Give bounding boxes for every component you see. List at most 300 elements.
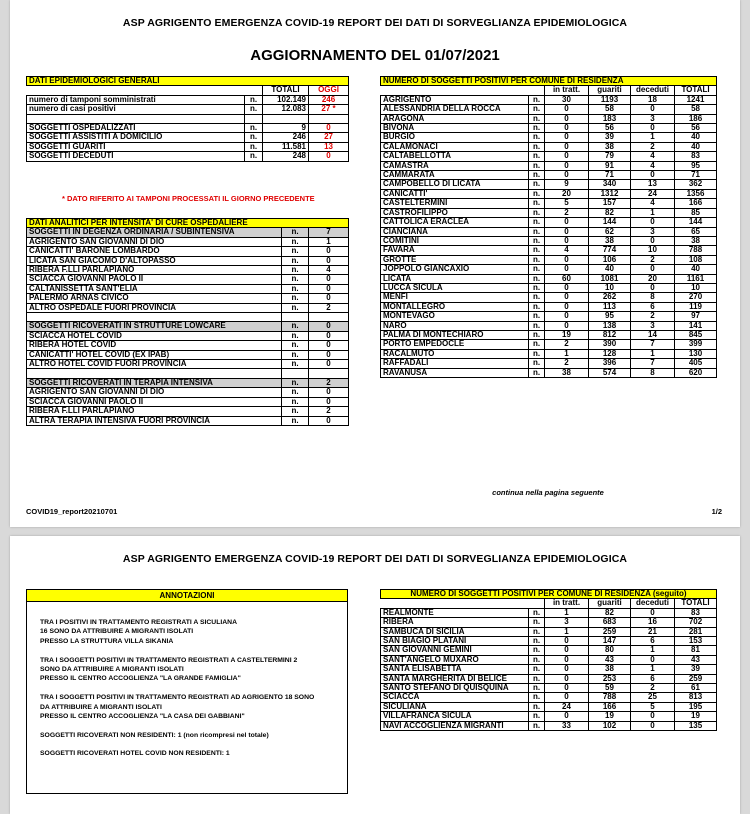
in-trattamento: 24 xyxy=(545,702,589,711)
hospital-n: n. xyxy=(282,237,309,246)
update-title: AGGIORNAMENTO DEL 01/07/2021 xyxy=(250,47,500,64)
hospital-row xyxy=(27,350,349,359)
comune-n: n. xyxy=(529,655,545,664)
comune-n: n. xyxy=(529,646,545,655)
comune-row xyxy=(381,218,717,227)
totali: 270 xyxy=(675,293,717,302)
report-header-2: ASP AGRIGENTO EMERGENZA COVID-19 REPORT DEI DATI DI SORVEGLIANZA EPIDEMIOLOGICA xyxy=(122,553,628,565)
hospital-label: RIBERA F.LLI PARLAPIANO xyxy=(27,407,282,416)
guariti: 683 xyxy=(589,618,631,627)
comune-row xyxy=(381,359,717,368)
comune-row xyxy=(381,721,717,730)
guariti: 253 xyxy=(589,674,631,683)
in-trattamento: 2 xyxy=(545,359,589,368)
hospital-row xyxy=(27,378,349,387)
totali: 813 xyxy=(675,693,717,702)
hospital-value: 2 xyxy=(309,378,349,387)
comune-row xyxy=(381,161,717,170)
general-total: 102.149 xyxy=(263,95,309,104)
deceduti: 0 xyxy=(631,283,675,292)
deceduti: 6 xyxy=(631,302,675,311)
general-n: n. xyxy=(245,95,263,104)
totali: 61 xyxy=(675,684,717,693)
annotation-line xyxy=(40,721,314,730)
in-trattamento: 0 xyxy=(545,218,589,227)
comune-row xyxy=(381,274,717,283)
guariti: 38 xyxy=(589,142,631,151)
hospital-n: n. xyxy=(282,322,309,331)
comune-row xyxy=(381,302,717,311)
hospital-row xyxy=(27,284,349,293)
general-total xyxy=(263,114,309,123)
general-data-table xyxy=(26,76,349,162)
guariti: 390 xyxy=(589,340,631,349)
comune-name: SANT'ANGELO MUXARO xyxy=(381,655,529,664)
hospital-n: n. xyxy=(282,388,309,397)
comune-name: CASTELTERMINI xyxy=(381,199,529,208)
hospital-n xyxy=(282,313,309,322)
hospital-n: n. xyxy=(282,416,309,425)
comune-row xyxy=(381,283,717,292)
in-trattamento: 0 xyxy=(545,236,589,245)
comune-n: n. xyxy=(529,124,545,133)
deceduti: 20 xyxy=(631,274,675,283)
totali: 83 xyxy=(675,608,717,617)
hospital-label: SOGGETTI RICOVERATI IN TERAPIA INTENSIVA xyxy=(27,378,282,387)
general-note: * DATO RIFERITO AI TAMPONI PROCESSATI IL GIORNO PRECEDENTE xyxy=(62,194,315,203)
totali: 144 xyxy=(675,218,717,227)
comune-n: n. xyxy=(529,665,545,674)
guariti: 19 xyxy=(589,712,631,721)
comune-name: NARO xyxy=(381,321,529,330)
deceduti: 3 xyxy=(631,114,675,123)
column-header: guariti xyxy=(589,86,631,95)
general-today: 0 xyxy=(309,152,349,161)
deceduti: 2 xyxy=(631,312,675,321)
comune-n: n. xyxy=(529,321,545,330)
comune-row xyxy=(381,189,717,198)
hospital-n: n. xyxy=(282,256,309,265)
in-trattamento: 0 xyxy=(545,655,589,664)
deceduti: 0 xyxy=(631,655,675,664)
in-trattamento: 0 xyxy=(545,321,589,330)
hospital-label: ALTRA TERAPIA INTENSIVA FUORI PROVINCIA xyxy=(27,416,282,425)
general-n: n. xyxy=(245,152,263,161)
comune-row xyxy=(381,608,717,617)
guariti: 1312 xyxy=(589,189,631,198)
in-trattamento: 9 xyxy=(545,180,589,189)
footer-page-number: 1/2 xyxy=(711,507,722,516)
comune-name: RIBERA xyxy=(381,618,529,627)
comune-n: n. xyxy=(529,340,545,349)
hospital-value: 0 xyxy=(309,397,349,406)
general-row xyxy=(27,114,349,123)
comune-name: NAVI ACCOGLIENZA MIGRANTI xyxy=(381,721,529,730)
general-title: DATI EPIDEMIOLOGICI GENERALI xyxy=(27,77,349,86)
general-n: n. xyxy=(245,124,263,133)
comuni-title: NUMERO DI SOGGETTI POSITIVI PER COMUNE DI RESIDENZA xyxy=(381,77,717,86)
hospital-n: n. xyxy=(282,350,309,359)
comune-n: n. xyxy=(529,265,545,274)
guariti: 82 xyxy=(589,208,631,217)
comune-n: n. xyxy=(529,359,545,368)
comune-name: SAMBUCA DI SICILIA xyxy=(381,627,529,636)
totali: 281 xyxy=(675,627,717,636)
general-today: 13 xyxy=(309,142,349,151)
guariti: 59 xyxy=(589,684,631,693)
totali: 108 xyxy=(675,255,717,264)
comune-row xyxy=(381,674,717,683)
annotation-line xyxy=(40,646,314,655)
deceduti: 0 xyxy=(631,712,675,721)
guariti: 166 xyxy=(589,702,631,711)
deceduti: 0 xyxy=(631,721,675,730)
comune-n: n. xyxy=(529,142,545,151)
comune-row xyxy=(381,180,717,189)
guariti: 138 xyxy=(589,321,631,330)
comune-n: n. xyxy=(529,180,545,189)
comune-name: CALTABELLOTTA xyxy=(381,152,529,161)
annotation-line: TRA I SOGGETTI POSITIVI IN TRATTAMENTO REGISTRATI AD AGRIGENTO 18 SONO xyxy=(40,694,315,702)
deceduti: 8 xyxy=(631,293,675,302)
hospital-n: n. xyxy=(282,407,309,416)
deceduti: 13 xyxy=(631,180,675,189)
guariti: 56 xyxy=(589,124,631,133)
guariti: 102 xyxy=(589,721,631,730)
hospital-label: SCIACCA GIOVANNI PAOLO II xyxy=(27,275,282,284)
guariti: 774 xyxy=(589,246,631,255)
hospital-label: ALTRO HOTEL COVID FUORI PROVINCIA xyxy=(27,360,282,369)
hospital-label xyxy=(27,313,282,322)
guariti: 10 xyxy=(589,283,631,292)
comune-row xyxy=(381,665,717,674)
deceduti: 4 xyxy=(631,161,675,170)
comune-name: CASTROFILIPPO xyxy=(381,208,529,217)
hospital-value: 4 xyxy=(309,266,349,275)
comune-n: n. xyxy=(529,114,545,123)
totali: 119 xyxy=(675,302,717,311)
totali: 95 xyxy=(675,161,717,170)
hospital-n: n. xyxy=(282,284,309,293)
general-total: 248 xyxy=(263,152,309,161)
guariti: 38 xyxy=(589,665,631,674)
in-trattamento: 0 xyxy=(545,646,589,655)
comune-n: n. xyxy=(529,674,545,683)
annotation-line: SOGGETTI RICOVERATI NON RESIDENTI: 1 (non ricompresi nel totale) xyxy=(40,731,269,739)
comune-n: n. xyxy=(529,627,545,636)
comune-name: ALESSANDRIA DELLA ROCCA xyxy=(381,105,529,114)
guariti: 39 xyxy=(589,133,631,142)
comune-row xyxy=(381,646,717,655)
comune-n: n. xyxy=(529,302,545,311)
deceduti: 14 xyxy=(631,330,675,339)
totali: 195 xyxy=(675,702,717,711)
comune-n: n. xyxy=(529,283,545,292)
deceduti: 2 xyxy=(631,142,675,151)
hospital-n: n. xyxy=(282,247,309,256)
hospital-value: 0 xyxy=(309,256,349,265)
guariti: 157 xyxy=(589,199,631,208)
report-page-2 xyxy=(10,536,740,814)
hospital-row xyxy=(27,369,349,378)
comune-name: MONTEVAGO xyxy=(381,312,529,321)
comune-row xyxy=(381,152,717,161)
guariti: 58 xyxy=(589,105,631,114)
totali: 97 xyxy=(675,312,717,321)
deceduti: 8 xyxy=(631,368,675,377)
column-header: deceduti xyxy=(631,86,675,95)
comune-row xyxy=(381,124,717,133)
comune-n: n. xyxy=(529,368,545,377)
hospital-row xyxy=(27,331,349,340)
comune-name: SAN GIOVANNI GEMINI xyxy=(381,646,529,655)
comune-n: n. xyxy=(529,721,545,730)
comune-n: n. xyxy=(529,218,545,227)
deceduti: 6 xyxy=(631,637,675,646)
comune-row xyxy=(381,95,717,104)
in-trattamento: 60 xyxy=(545,274,589,283)
comune-name: COMITINI xyxy=(381,236,529,245)
guariti: 62 xyxy=(589,227,631,236)
comune-row xyxy=(381,321,717,330)
general-today: 27 * xyxy=(309,105,349,114)
column-header: deceduti xyxy=(631,599,675,608)
totali: 81 xyxy=(675,646,717,655)
guariti: 95 xyxy=(589,312,631,321)
deceduti: 10 xyxy=(631,246,675,255)
general-total: 12.083 xyxy=(263,105,309,114)
hospital-value: 2 xyxy=(309,303,349,312)
comune-name: CANICATTI' xyxy=(381,189,529,198)
annotation-line: PRESSO LA STRUTTURA VILLA SIKANIA xyxy=(40,637,174,645)
deceduti: 0 xyxy=(631,171,675,180)
comune-n: n. xyxy=(529,133,545,142)
general-label: SOGGETTI GUARITI xyxy=(27,142,245,151)
totali: 130 xyxy=(675,349,717,358)
comune-n: n. xyxy=(529,349,545,358)
hospital-value: 0 xyxy=(309,360,349,369)
totali: 1241 xyxy=(675,95,717,104)
in-trattamento: 1 xyxy=(545,349,589,358)
deceduti: 0 xyxy=(631,218,675,227)
totali: 65 xyxy=(675,227,717,236)
totali: 58 xyxy=(675,105,717,114)
comune-n: n. xyxy=(529,161,545,170)
comune-row xyxy=(381,312,717,321)
in-trattamento: 0 xyxy=(545,133,589,142)
comune-name: BIVONA xyxy=(381,124,529,133)
comune-row xyxy=(381,627,717,636)
annotation-line: SOGGETTI RICOVERATI HOTEL COVID NON RESIDENTI: 1 xyxy=(40,750,230,758)
in-trattamento: 2 xyxy=(545,208,589,217)
in-trattamento: 5 xyxy=(545,199,589,208)
comune-name: MENFI xyxy=(381,293,529,302)
hospital-n: n. xyxy=(282,266,309,275)
deceduti: 2 xyxy=(631,255,675,264)
comune-name: CIANCIANA xyxy=(381,227,529,236)
hospital-value: 0 xyxy=(309,322,349,331)
comune-row xyxy=(381,255,717,264)
hospital-row xyxy=(27,303,349,312)
totali: 56 xyxy=(675,124,717,133)
hospital-n: n. xyxy=(282,360,309,369)
hospital-n: n. xyxy=(282,378,309,387)
totali: 362 xyxy=(675,180,717,189)
guariti: 91 xyxy=(589,161,631,170)
hospital-row xyxy=(27,294,349,303)
footer-filename: COVID19_report20210701 xyxy=(26,507,118,516)
guariti: 113 xyxy=(589,302,631,311)
in-trattamento: 0 xyxy=(545,161,589,170)
totali: 186 xyxy=(675,114,717,123)
comune-name: CAMMARATA xyxy=(381,171,529,180)
in-trattamento: 0 xyxy=(545,637,589,646)
hospital-value xyxy=(309,369,349,378)
comune-row xyxy=(381,712,717,721)
general-label xyxy=(27,114,245,123)
in-trattamento: 2 xyxy=(545,340,589,349)
hospital-label: SOGGETTI RICOVERATI IN STRUTTURE LOWCARE xyxy=(27,322,282,331)
in-trattamento: 1 xyxy=(545,627,589,636)
hospital-row xyxy=(27,266,349,275)
comune-row xyxy=(381,684,717,693)
comune-name: BURGIO xyxy=(381,133,529,142)
comune-name: JOPPOLO GIANCAXIO xyxy=(381,265,529,274)
totali: 702 xyxy=(675,618,717,627)
hospital-table xyxy=(26,218,349,426)
general-n: n. xyxy=(245,142,263,151)
hospital-value: 0 xyxy=(309,294,349,303)
general-today xyxy=(309,114,349,123)
totali: 83 xyxy=(675,152,717,161)
in-trattamento: 0 xyxy=(545,114,589,123)
in-trattamento: 0 xyxy=(545,684,589,693)
comune-name: PALMA DI MONTECHIARO xyxy=(381,330,529,339)
comune-n: n. xyxy=(529,702,545,711)
comune-n: n. xyxy=(529,312,545,321)
comune-n: n. xyxy=(529,712,545,721)
hospital-value: 0 xyxy=(309,247,349,256)
comune-name: PORTO EMPEDOCLE xyxy=(381,340,529,349)
general-total: 246 xyxy=(263,133,309,142)
comune-row xyxy=(381,618,717,627)
continua-note: continua nella pagina seguente xyxy=(492,488,604,497)
comune-n: n. xyxy=(529,684,545,693)
comune-row xyxy=(381,368,717,377)
general-label: SOGGETTI DECEDUTI xyxy=(27,152,245,161)
totali: 135 xyxy=(675,721,717,730)
in-trattamento: 0 xyxy=(545,227,589,236)
deceduti: 5 xyxy=(631,702,675,711)
totali: 10 xyxy=(675,283,717,292)
in-trattamento: 0 xyxy=(545,693,589,702)
hospital-label: LICATA SAN GIACOMO D'ALTOPASSO xyxy=(27,256,282,265)
hospital-title: DATI ANALITICI PER INTENSITA' DI CURE OSPEDALIERE xyxy=(27,219,349,228)
comune-name: RAVANUSA xyxy=(381,368,529,377)
totali: 39 xyxy=(675,665,717,674)
hospital-label: RIBERA HOTEL COVID xyxy=(27,341,282,350)
comune-row xyxy=(381,133,717,142)
hospital-label: SOGGETTI IN DEGENZA ORDINARIA / SUBINTENSIVA xyxy=(27,228,282,237)
totali: 71 xyxy=(675,171,717,180)
hospital-row xyxy=(27,247,349,256)
comune-n: n. xyxy=(529,171,545,180)
guariti: 80 xyxy=(589,646,631,655)
hospital-label: AGRIGENTO SAN GIOVANNI DI DIO xyxy=(27,388,282,397)
comune-row xyxy=(381,171,717,180)
general-row xyxy=(27,133,349,142)
hospital-n: n. xyxy=(282,331,309,340)
comune-row xyxy=(381,265,717,274)
comune-row xyxy=(381,349,717,358)
general-label: SOGGETTI ASSISTITI A DOMICILIO xyxy=(27,133,245,142)
comune-row xyxy=(381,330,717,339)
annotation-line: SONO DA ATTRIBUIRE A MIGRANTI ISOLATI xyxy=(40,665,184,673)
report-header: ASP AGRIGENTO EMERGENZA COVID-19 REPORT DEI DATI DI SORVEGLIANZA EPIDEMIOLOGICA xyxy=(122,17,628,29)
general-row xyxy=(27,124,349,133)
in-trattamento: 0 xyxy=(545,312,589,321)
comune-name: REALMONTE xyxy=(381,608,529,617)
in-trattamento: 0 xyxy=(545,712,589,721)
general-label: numero di tamponi somministrati xyxy=(27,95,245,104)
hospital-row xyxy=(27,237,349,246)
comune-row xyxy=(381,246,717,255)
guariti: 38 xyxy=(589,236,631,245)
hospital-label: PALERMO ARNAS CIVICO xyxy=(27,294,282,303)
deceduti: 0 xyxy=(631,236,675,245)
hospital-n: n. xyxy=(282,397,309,406)
guariti: 147 xyxy=(589,637,631,646)
hospital-value: 0 xyxy=(309,331,349,340)
in-trattamento: 1 xyxy=(545,608,589,617)
hospital-row xyxy=(27,341,349,350)
guariti: 128 xyxy=(589,349,631,358)
annotation-line: TRA I POSITIVI IN TRATTAMENTO REGISTRATI A SICULIANA xyxy=(40,619,237,626)
guariti: 71 xyxy=(589,171,631,180)
comune-name: SCIACCA xyxy=(381,693,529,702)
comune-row xyxy=(381,655,717,664)
hospital-value: 2 xyxy=(309,407,349,416)
hospital-row xyxy=(27,388,349,397)
general-label: numero di casi positivi xyxy=(27,105,245,114)
hospital-label: AGRIGENTO SAN GIOVANNI DI DIO xyxy=(27,237,282,246)
hospital-value: 1 xyxy=(309,237,349,246)
hospital-row xyxy=(27,407,349,416)
totali: 788 xyxy=(675,246,717,255)
comuni2-title: NUMERO DI SOGGETTI POSITIVI PER COMUNE DI RESIDENZA (seguito) xyxy=(381,590,717,599)
in-trattamento: 0 xyxy=(545,293,589,302)
annotation-line: PRESSO IL CENTRO ACCOGLIENZA "LA GRANDE FAMIGLIA" xyxy=(40,675,241,683)
guariti: 144 xyxy=(589,218,631,227)
annotation-line: DA ATTRIBUIRE A MIGRANTI ISOLATI xyxy=(40,703,162,711)
in-trattamento: 0 xyxy=(545,674,589,683)
totali: 1161 xyxy=(675,274,717,283)
hospital-value: 0 xyxy=(309,284,349,293)
hospital-label: CANICATTI' BARONE LOMBARDO xyxy=(27,247,282,256)
comune-n: n. xyxy=(529,189,545,198)
general-total: 11.581 xyxy=(263,142,309,151)
guariti: 106 xyxy=(589,255,631,264)
comune-row xyxy=(381,702,717,711)
in-trattamento: 0 xyxy=(545,302,589,311)
guariti: 40 xyxy=(589,265,631,274)
comune-name: SANTA MARGHERITA DI BELICE xyxy=(381,674,529,683)
totali: 1356 xyxy=(675,189,717,198)
comune-name: SICULIANA xyxy=(381,702,529,711)
column-header: guariti xyxy=(589,599,631,608)
annotation-line: TRA I SOGGETTI POSITIVI IN TRATTAMENTO REGISTRATI A CASTELTERMINI 2 xyxy=(40,656,298,664)
deceduti: 4 xyxy=(631,199,675,208)
